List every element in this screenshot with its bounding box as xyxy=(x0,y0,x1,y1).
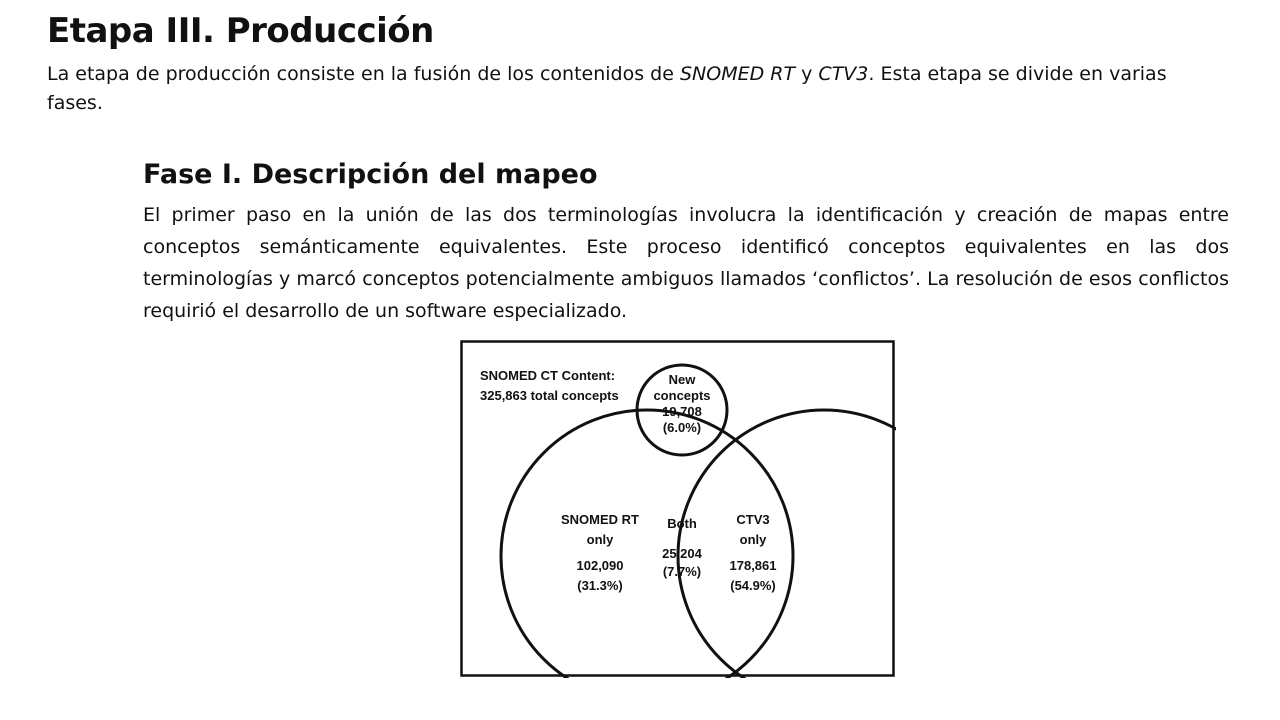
snomed-rt-pct: (31.3%) xyxy=(577,578,623,593)
new-concepts-label-1: New xyxy=(668,372,696,387)
ctv3-count: 178,861 xyxy=(729,558,777,573)
ctv3-label-1: CTV3 xyxy=(736,512,770,527)
intro-text-1: La etapa de producción consiste en la fusión de los contenidos de xyxy=(47,63,680,85)
content-label: SNOMED CT Content: xyxy=(480,368,616,383)
venn-diagram xyxy=(460,340,896,678)
both-pct: (7.7%) xyxy=(662,564,702,579)
intro-term-snomed-rt: SNOMED RT xyxy=(679,63,796,85)
snomed-rt-count: 102,090 xyxy=(576,558,624,573)
snomed-rt-label-1: SNOMED RT xyxy=(561,512,639,527)
new-concepts-label-2: concepts xyxy=(653,388,711,403)
ctv3-label-2: only xyxy=(739,532,767,547)
page-title: Etapa III. Producción xyxy=(47,11,434,51)
both-count: 25,204 xyxy=(662,546,702,561)
snomed-rt-label-2: only xyxy=(586,532,614,547)
section-title: Fase I. Descripción del mapeo xyxy=(143,159,598,190)
venn-figure xyxy=(460,340,896,678)
intro-text-2: y xyxy=(795,63,819,85)
intro-paragraph xyxy=(47,60,1227,118)
total-concepts-label: 325,863 total concepts xyxy=(480,388,619,403)
intro-term-ctv3: CTV3 xyxy=(818,63,869,85)
intro-text-3: . Esta etapa se divide en varias fases. xyxy=(47,63,1167,114)
both-label: Both xyxy=(667,516,697,531)
new-concepts-pct: (6.0%) xyxy=(662,420,702,435)
ctv3-pct: (54.9%) xyxy=(730,578,776,593)
new-concepts-count: 19,708 xyxy=(662,404,702,419)
section-body: El primer paso en la unión de las dos terminologías involucra la identificación y creación de mapas entre conceptos semánticamente equivalentes. Este proceso identificó conceptos equivalentes en las dos terminologías y marcó conceptos potencialmente ambiguos llamados ‘conflictos’. La resolución de esos conflictos requirió el desarrollo de un software especializado. xyxy=(143,204,1229,322)
